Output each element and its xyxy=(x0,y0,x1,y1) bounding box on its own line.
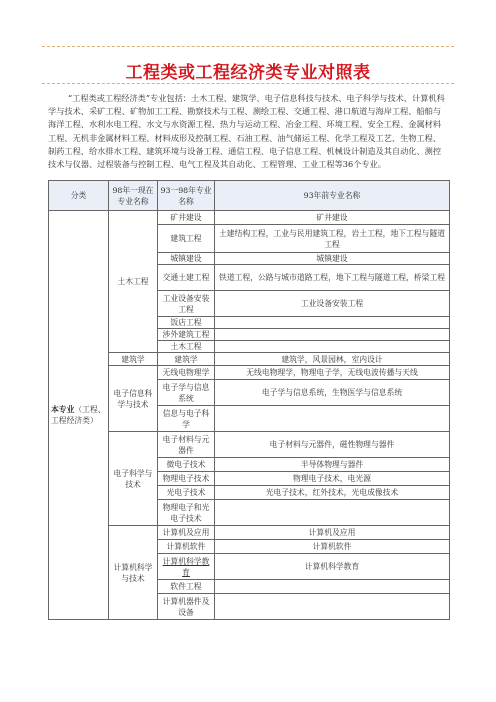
mid-cell: 饭店工程 xyxy=(158,317,215,329)
mid-cell: 建筑学 xyxy=(158,353,215,366)
pre-cell: 城镇建设 xyxy=(215,253,450,265)
major-comparison-table xyxy=(48,180,450,620)
mid-cell: 涉外建筑工程 xyxy=(158,329,215,341)
mid-cell: 计算机科学教育 xyxy=(158,554,215,580)
page-title: 工程类或工程经济类专业对照表 xyxy=(125,63,371,83)
pre-cell: 工业设备安装工程 xyxy=(215,291,450,317)
table-row xyxy=(49,432,450,458)
top-divider xyxy=(42,46,454,47)
group-tumu: 土木工程 xyxy=(109,211,158,353)
pre-cell: 建筑学，风景园林，室内设计 xyxy=(215,353,450,366)
title-divider xyxy=(42,83,454,84)
table-header-row xyxy=(49,181,450,211)
pre-cell: 计算机及应用 xyxy=(215,526,450,540)
pre-cell xyxy=(215,329,450,341)
pre-cell: 物理电子技术，电光源 xyxy=(215,472,450,486)
mid-cell: 电子材料与元器件 xyxy=(158,432,215,458)
mid-cell: 电子学与信息系统 xyxy=(158,380,215,406)
category-note: （工程、工程经济类） xyxy=(51,405,106,425)
pre-cell: 电子学与信息系统，生物医学与信息系统 xyxy=(215,380,450,406)
pre-cell: 光电子技术，红外技术，光电成像技术 xyxy=(215,486,450,500)
mid-cell: 物理电子和光电子技术 xyxy=(158,500,215,526)
pre-cell xyxy=(215,594,450,620)
mid-cell: 土木工程 xyxy=(158,341,215,353)
group-jisuanji: 计算机科学与技术 xyxy=(109,526,158,620)
table-row xyxy=(49,366,450,380)
pre-cell: 矿井建设 xyxy=(215,211,450,225)
header-current: 98年一现在专业名称 xyxy=(109,181,158,211)
header-mid: 93一98年专业名称 xyxy=(158,181,215,211)
group-dianzikexue: 电子科学与技术 xyxy=(109,432,158,526)
table-row xyxy=(49,526,450,540)
category-bold: 本专业 xyxy=(51,405,75,414)
mid-cell: 建筑工程 xyxy=(158,225,215,253)
pre-cell: 无线电物理学，物理电子学，无线电波传播与天线 xyxy=(215,366,450,380)
pre-cell: 电子材料与元器件，磁性物理与器件 xyxy=(215,432,450,458)
pre-cell: 计算机软件 xyxy=(215,540,450,554)
pre-cell xyxy=(215,317,450,329)
group-dianzixinxi: 电子信息科学与技术 xyxy=(109,366,158,432)
mid-cell: 无线电物理学 xyxy=(158,366,215,380)
mid-cell: 矿井建设 xyxy=(158,211,215,225)
header-category: 分类 xyxy=(49,181,109,211)
pre-cell xyxy=(215,500,450,526)
table-row xyxy=(49,211,450,225)
pre-cell xyxy=(215,406,450,432)
pre-cell: 铁道工程，公路与城市道路工程，地下工程与隧道工程，桥梁工程 xyxy=(215,265,450,291)
mid-cell: 城镇建设 xyxy=(158,253,215,265)
mid-cell: 软件工程 xyxy=(158,580,215,594)
group-jianzhu: 建筑学 xyxy=(109,353,158,366)
mid-cell: 交通土建工程 xyxy=(158,265,215,291)
mid-cell: 微电子技术 xyxy=(158,458,215,472)
pre-cell: 土建结构工程，工业与民用建筑工程，岩土工程，地下工程与隧道工程 xyxy=(215,225,450,253)
mid-cell: 光电子技术 xyxy=(158,486,215,500)
mid-cell: 物理电子技术 xyxy=(158,472,215,486)
header-pre93: 93年前专业名称 xyxy=(215,181,450,211)
pre-cell xyxy=(215,341,450,353)
mid-cell: 信息与电子科学 xyxy=(158,406,215,432)
mid-cell: 计算机及应用 xyxy=(158,526,215,540)
intro-paragraph: “工程类或工程经济类”专业包括：土木工程、建筑学、电子信息科技与技术、电子科学与技术、计算机科学与技术、采矿工程、矿物加工工程、勘察技术与工程、测绘工程、交通工程、港口航道与海岸工程、船舶与海洋工程、水利水电工程、水文与水资源工程、热力与运动工程、冶金工程、环境工程、安全工程、金属材料工程、无机非金属材料工程、材料成形及控制工程、石油工程、油气储运工程、化学工程及工艺、生物工程、制药工程、给水排水工程、建筑环境与设备工程、通信工程、电子信息工程、机械设计制造及其自动化、测控技术与仪器、过程装备与控制工程、电气工程及其自动化、工程管理、工业工程等36个专业。 xyxy=(48,93,445,170)
table-row xyxy=(49,353,450,366)
category-cell xyxy=(49,211,109,620)
pre-cell xyxy=(215,580,450,594)
mid-cell: 计算机软件 xyxy=(158,540,215,554)
mid-cell: 计算机器件及设备 xyxy=(158,594,215,620)
pre-cell: 计算机科学教育 xyxy=(215,554,450,580)
pre-cell: 半导体物理与器件 xyxy=(215,458,450,472)
mid-cell: 工业设备安装工程 xyxy=(158,291,215,317)
